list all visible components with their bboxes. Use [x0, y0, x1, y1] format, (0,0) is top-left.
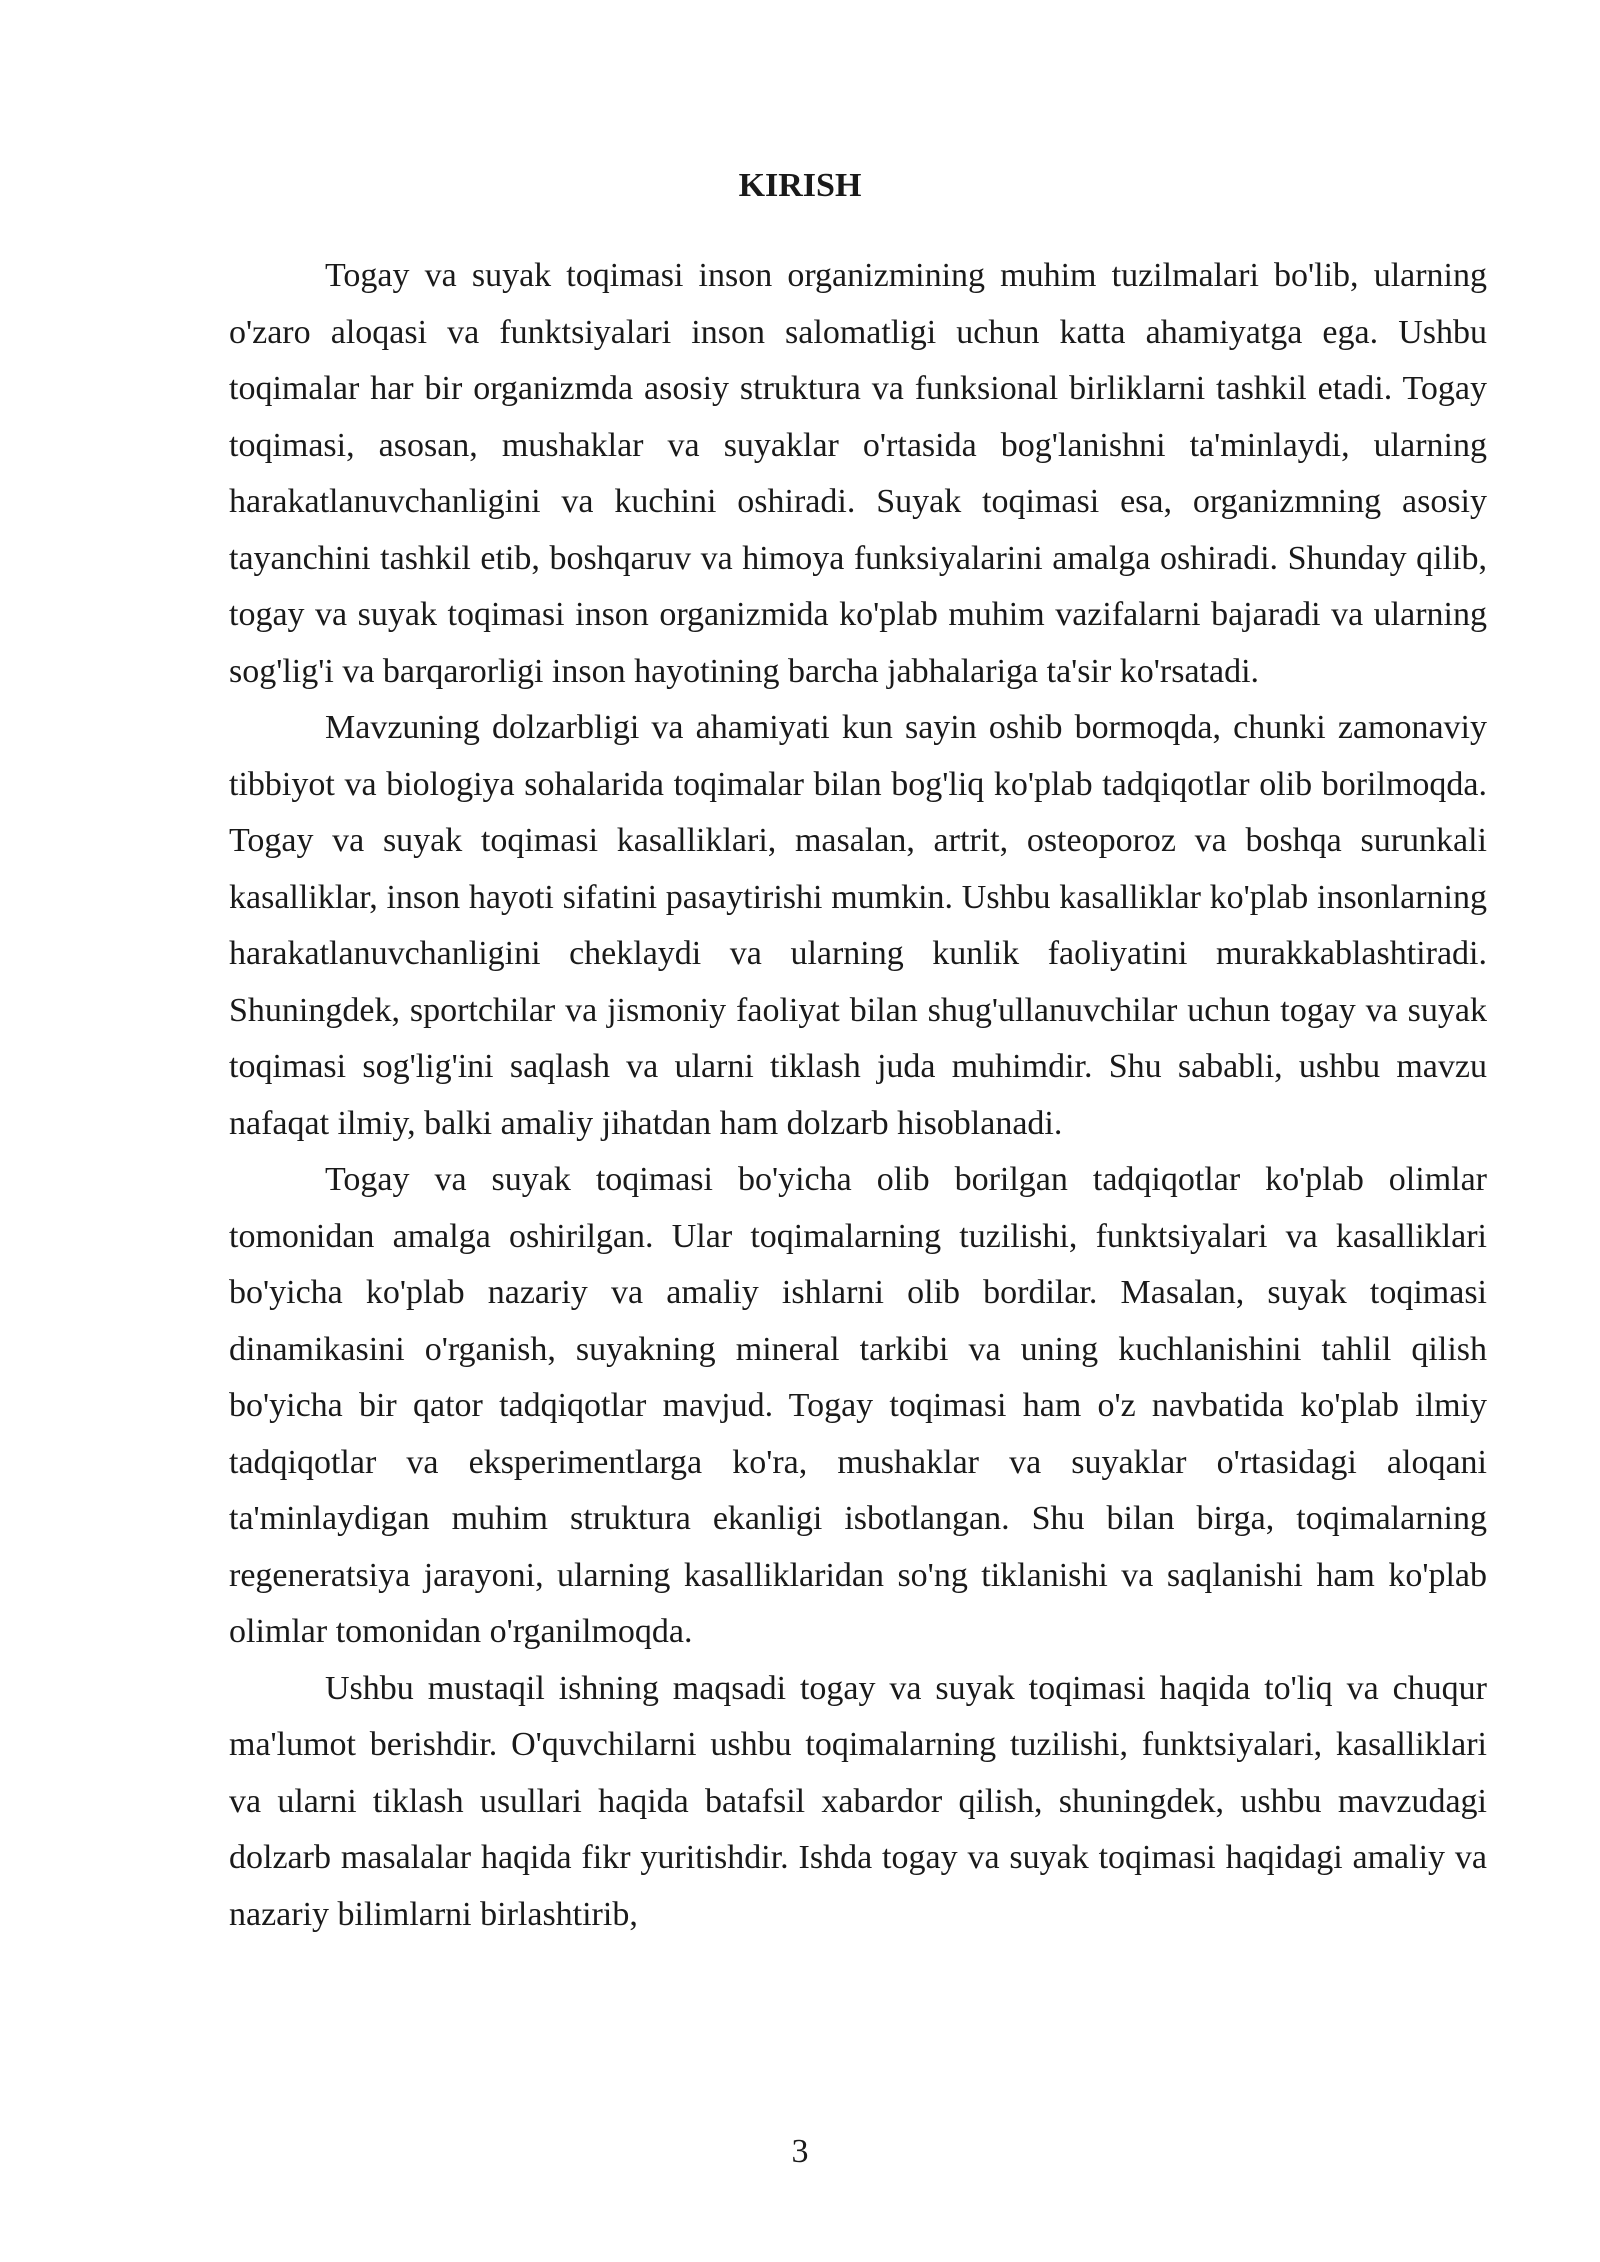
paragraph-1: Togay va suyak toqimasi inson organizmining muhim tuzilmalari bo'lib, ularning o'zaro aloqasi va funktsiyalari inson salomatligi uchun katta ahamiyatga ega. Ushbu toqimalar har bir organizmda asosiy struktura va funksional birliklarni tashkil etadi. Togay toqimasi, asosan, mushaklar va suyaklar o'rtasida bog'lanishni ta'minlaydi, ularning harakatlanuvchanligini va kuchini oshiradi. Suyak toqimasi esa, organizmning asosiy tayanchini tashkil etib, boshqaruv va himoya funksiyalarini amalga oshiradi. Shunday qilib, togay va suyak toqimasi inson organizmida ko'plab muhim vazifalarni bajaradi va ularning sog'lig'i va barqarorligi inson hayotining barcha jabhalariga ta'sir ko'rsatadi.	[229, 257, 1487, 690]
paragraph-3: Togay va suyak toqimasi bo'yicha olib borilgan tadqiqotlar ko'plab olimlar tomonidan amalga oshirilgan. Ular toqimalarning tuzilishi, funktsiyalari va kasalliklari bo'yicha ko'plab nazariy va amaliy ishlarni olib bordilar. Masalan, suyak toqimasi dinamikasini o'rganish, suyakning mineral tarkibi va uning kuchlanishini tahlil qilish bo'yicha bir qator tadqiqotlar mavjud. Togay toqimasi ham o'z navbatida ko'plab ilmiy tadqiqotlar va eksperimentlarga ko'ra, mushaklar va suyaklar o'rtasidagi aloqani ta'minlaydigan muhim struktura ekanligi isbotlangan. Shu bilan birga, toqimalarning regeneratsiya jarayoni, ularning kasalliklaridan so'ng tiklanishi va saqlanishi ham ko'plab olimlar tomonidan o'rganilmoqda.	[229, 1161, 1487, 1650]
page-title: KIRISH	[738, 167, 862, 204]
body-text	[229, 248, 1487, 1943]
paragraph-4: Ushbu mustaqil ishning maqsadi togay va suyak toqimasi haqida to'liq va chuqur ma'lumot berishdir. O'quvchilarni ushbu toqimalarning tuzilishi, funktsiyalari, kasalliklari va ularni tiklash usullari haqida batafsil xabardor qilish, shuningdek, ushbu mavzudagi dolzarb masalalar haqida fikr yuritishdir. Ishda togay va suyak toqimasi haqidagi amaliy va nazariy bilimlarni birlashtirib,	[229, 1669, 1487, 1933]
page-number: 3	[791, 2133, 809, 2170]
paragraph-2: Mavzuning dolzarbligi va ahamiyati kun sayin oshib bormoqda, chunki zamonaviy tibbiyot va biologiya sohalarida toqimalar bilan bog'liq ko'plab tadqiqotlar olib borilmoqda. Togay va suyak toqimasi kasalliklari, masalan, artrit, osteoporoz va boshqa surunkali kasalliklar, inson hayoti sifatini pasaytirishi mumkin. Ushbu kasalliklar ko'plab insonlarning harakatlanuvchanligini cheklaydi va ularning kunlik faoliyatini murakkablashtiradi. Shuningdek, sportchilar va jismoniy faoliyat bilan shug'ullanuvchilar uchun togay va suyak toqimasi sog'lig'ini saqlash va ularni tiklash juda muhimdir. Shu sababli, ushbu mavzu nafaqat ilmiy, balki amaliy jihatdan ham dolzarb hisoblanadi.	[229, 709, 1487, 1142]
